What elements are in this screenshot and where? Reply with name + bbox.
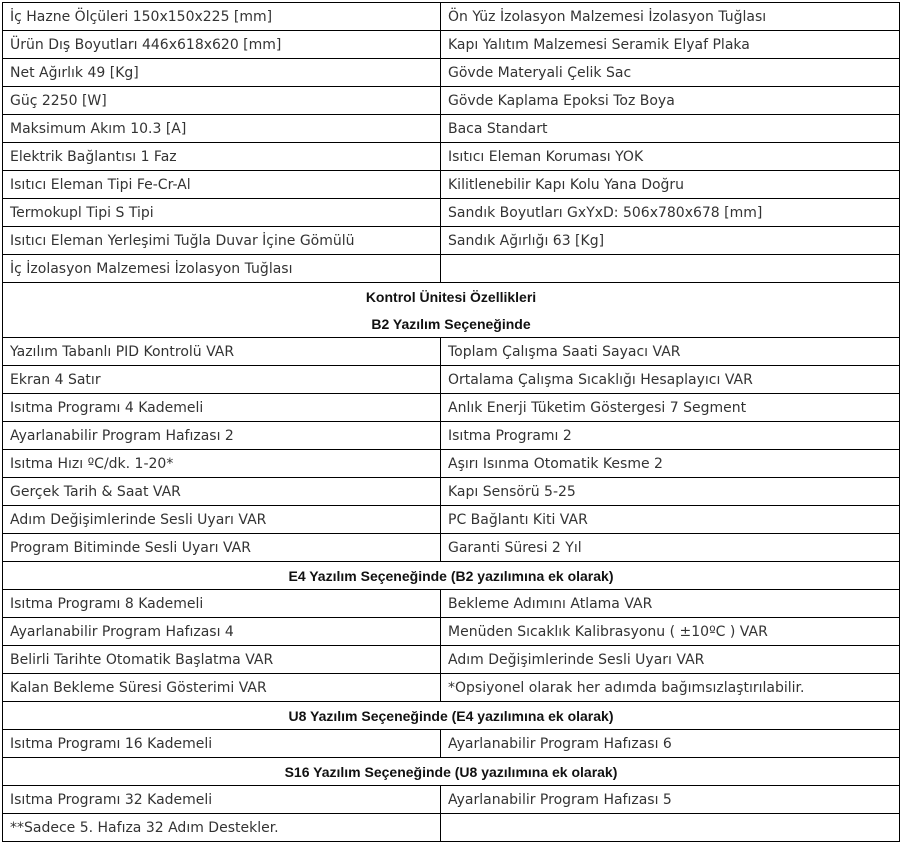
spec-cell: Ayarlanabilir Program Hafızası 4 — [3, 618, 441, 646]
spec-cell: Gövde Kaplama Epoksi Toz Boya — [441, 87, 900, 115]
spec-cell: Adım Değişimlerinde Sesli Uyarı VAR — [3, 506, 441, 534]
spec-cell: Garanti Süresi 2 Yıl — [441, 534, 900, 562]
table-row — [3, 338, 900, 366]
u8-section-title: U8 Yazılım Seçeneğinde (E4 yazılımına ek olarak) — [3, 702, 900, 730]
spec-cell: Yazılım Tabanlı PID Kontrolü VAR — [3, 338, 441, 366]
spec-cell: Toplam Çalışma Saati Sayacı VAR — [441, 338, 900, 366]
section-header-row — [3, 758, 900, 786]
spec-cell: Gövde Materyali Çelik Sac — [441, 59, 900, 87]
table-row — [3, 199, 900, 227]
s16-section-title: S16 Yazılım Seçeneğinde (U8 yazılımına ek olarak) — [3, 758, 900, 786]
spec-cell: Bekleme Adımını Atlama VAR — [441, 590, 900, 618]
spec-cell: Sandık Boyutları GxYxD: 506x780x678 [mm] — [441, 199, 900, 227]
table-row — [3, 87, 900, 115]
spec-cell: Elektrik Bağlantısı 1 Faz — [3, 143, 441, 171]
spec-cell: İç İzolasyon Malzemesi İzolasyon Tuğlası — [3, 255, 441, 283]
spec-cell: Kilitlenebilir Kapı Kolu Yana Doğru — [441, 171, 900, 199]
spec-cell: **Sadece 5. Hafıza 32 Adım Destekler. — [3, 814, 441, 842]
spec-cell: *Opsiyonel olarak her adımda bağımsızlaştırılabilir. — [441, 674, 900, 702]
spec-cell: İç Hazne Ölçüleri 150x150x225 [mm] — [3, 3, 441, 31]
table-row — [3, 115, 900, 143]
spec-cell: Net Ağırlık 49 [Kg] — [3, 59, 441, 87]
spec-cell: Adım Değişimlerinde Sesli Uyarı VAR — [441, 646, 900, 674]
spec-cell: Isıtma Programı 16 Kademeli — [3, 730, 441, 758]
spec-cell: Ön Yüz İzolasyon Malzemesi İzolasyon Tuğlası — [441, 3, 900, 31]
spec-cell: Ortalama Çalışma Sıcaklığı Hesaplayıcı VAR — [441, 366, 900, 394]
table-row — [3, 227, 900, 255]
control-unit-title: Kontrol Ünitesi Özellikleri — [3, 283, 900, 311]
spec-cell: Kapı Sensörü 5-25 — [441, 478, 900, 506]
table-row — [3, 786, 900, 814]
spec-cell: Ayarlanabilir Program Hafızası 6 — [441, 730, 900, 758]
spec-cell: Gerçek Tarih & Saat VAR — [3, 478, 441, 506]
spec-cell: Isıtma Programı 8 Kademeli — [3, 590, 441, 618]
table-row — [3, 366, 900, 394]
section-header-row — [3, 562, 900, 590]
table-row — [3, 506, 900, 534]
spec-cell: Ayarlanabilir Program Hafızası 5 — [441, 786, 900, 814]
spec-cell: Ayarlanabilir Program Hafızası 2 — [3, 422, 441, 450]
table-row — [3, 534, 900, 562]
spec-cell: Ekran 4 Satır — [3, 366, 441, 394]
spec-cell: Menüden Sıcaklık Kalibrasyonu ( ±10ºC ) VAR — [441, 618, 900, 646]
spec-cell: Isıtıcı Eleman Yerleşimi Tuğla Duvar İçine Gömülü — [3, 227, 441, 255]
table-row — [3, 59, 900, 87]
table-row — [3, 590, 900, 618]
table-row — [3, 171, 900, 199]
table-row — [3, 814, 900, 842]
spec-cell: Kalan Bekleme Süresi Gösterimi VAR — [3, 674, 441, 702]
spec-cell: Ürün Dış Boyutları 446x618x620 [mm] — [3, 31, 441, 59]
section-header-row — [3, 702, 900, 730]
table-row — [3, 674, 900, 702]
table-row — [3, 394, 900, 422]
spec-cell: Isıtma Programı 32 Kademeli — [3, 786, 441, 814]
spec-cell: Baca Standart — [441, 115, 900, 143]
e4-section-title: E4 Yazılım Seçeneğinde (B2 yazılımına ek olarak) — [3, 562, 900, 590]
table-row — [3, 255, 900, 283]
table-row — [3, 3, 900, 31]
spec-cell: Anlık Enerji Tüketim Göstergesi 7 Segment — [441, 394, 900, 422]
table-row — [3, 143, 900, 171]
spec-cell: PC Bağlantı Kiti VAR — [441, 506, 900, 534]
table-row — [3, 31, 900, 59]
spec-cell: Program Bitiminde Sesli Uyarı VAR — [3, 534, 441, 562]
table-row — [3, 450, 900, 478]
table-row — [3, 646, 900, 674]
spec-cell: Isıtma Hızı ºC/dk. 1-20* — [3, 450, 441, 478]
spec-cell: Termokupl Tipi S Tipi — [3, 199, 441, 227]
spec-cell — [441, 814, 900, 842]
spec-cell: Isıtıcı Eleman Koruması YOK — [441, 143, 900, 171]
b2-section-title: B2 Yazılım Seçeneğinde — [3, 310, 900, 338]
spec-cell: Sandık Ağırlığı 63 [Kg] — [441, 227, 900, 255]
spec-cell: Kapı Yalıtım Malzemesi Seramik Elyaf Plaka — [441, 31, 900, 59]
table-row — [3, 422, 900, 450]
spec-cell: Isıtma Programı 4 Kademeli — [3, 394, 441, 422]
spec-cell: Aşırı Isınma Otomatik Kesme 2 — [441, 450, 900, 478]
section-header-row — [3, 310, 900, 338]
table-row — [3, 730, 900, 758]
table-row — [3, 478, 900, 506]
specifications-table — [2, 2, 900, 842]
spec-cell: Maksimum Akım 10.3 [A] — [3, 115, 441, 143]
spec-cell: Isıtıcı Eleman Tipi Fe-Cr-Al — [3, 171, 441, 199]
spec-cell: Isıtma Programı 2 — [441, 422, 900, 450]
spec-cell — [441, 255, 900, 283]
spec-cell: Güç 2250 [W] — [3, 87, 441, 115]
section-header-row — [3, 283, 900, 311]
spec-cell: Belirli Tarihte Otomatik Başlatma VAR — [3, 646, 441, 674]
table-row — [3, 618, 900, 646]
